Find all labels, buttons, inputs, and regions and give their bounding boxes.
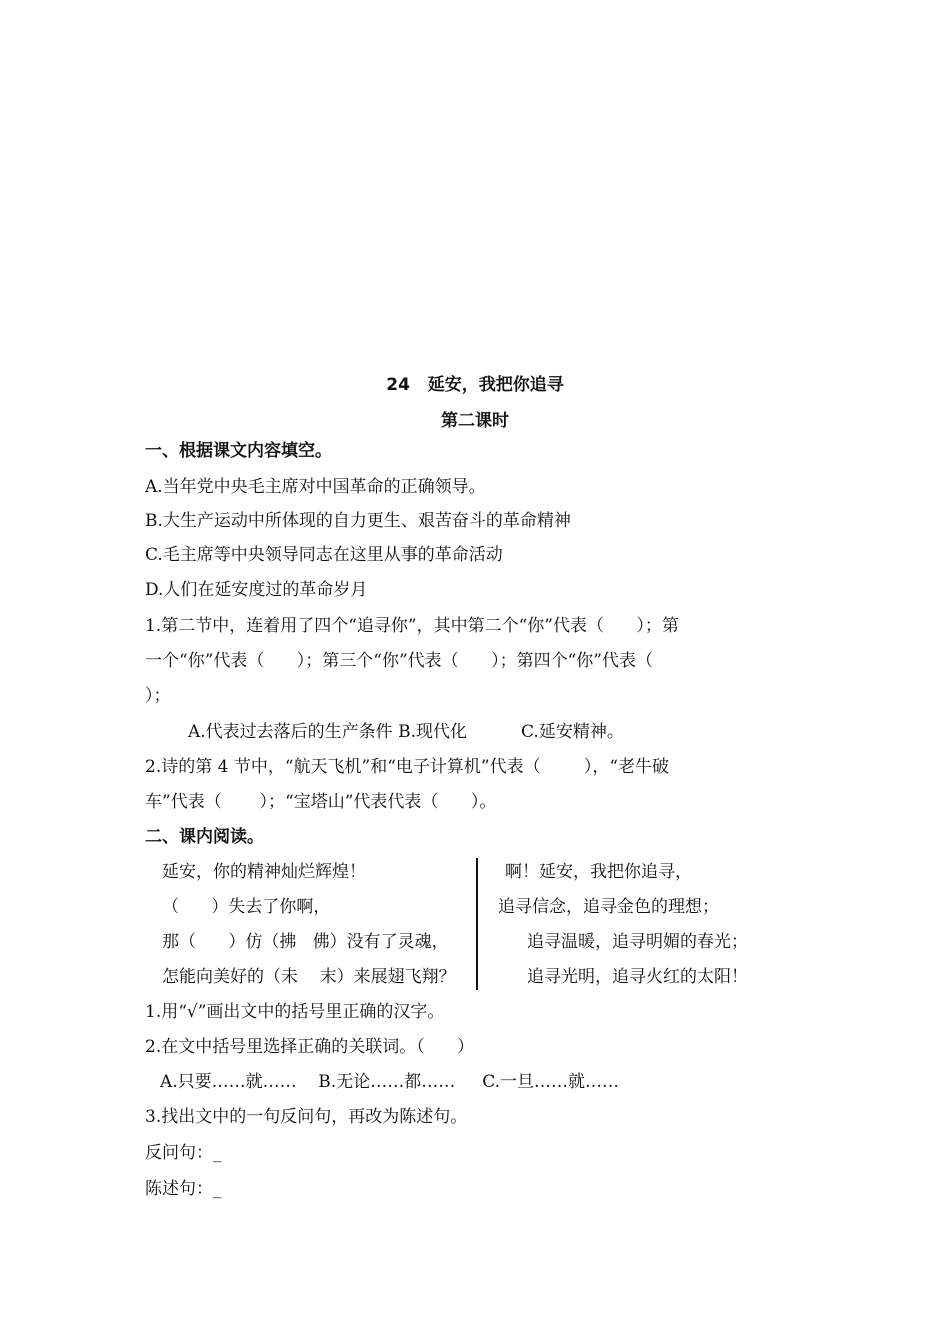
- poem-left-line: （ ）失去了你啊，: [162, 897, 331, 917]
- poem-left-line: 那（ ）仿（拂 佛）没有了灵魂，: [162, 932, 449, 952]
- section2-heading: 二、课内阅读。: [145, 827, 264, 847]
- option-b: B.大生产运动中所体现的自力更生、艰苦奋斗的革命精神: [145, 511, 571, 531]
- poem-divider: [476, 858, 478, 990]
- reading-question1: 1.用“√”画出文中的括号里正确的汉字。: [145, 1002, 445, 1022]
- poem-right-line: 啊！延安，我把你追寻，: [505, 862, 692, 882]
- section1-heading: 一、根据课文内容填空。: [145, 441, 332, 461]
- page-subtitle: 第二课时: [441, 411, 509, 431]
- reading-question2-choices: A.只要……就…… B.无论……都…… C.一旦……就……: [160, 1072, 620, 1092]
- poem-right-line: 追寻信念，追寻金色的理想；: [498, 897, 719, 917]
- rhetorical-answer: 反问句：_: [145, 1143, 222, 1163]
- question1-line1: 1.第二节中，连着用了四个“追寻你”，其中第二个“你”代表（ ）；第: [145, 616, 679, 636]
- question1-line2: 一个“你”代表（ ）；第三个“你”代表（ ）；第四个“你”代表（: [145, 651, 653, 671]
- option-d: D.人们在延安度过的革命岁月: [145, 580, 368, 600]
- reading-question2: 2.在文中括号里选择正确的关联词。（ ）: [145, 1037, 475, 1057]
- poem-right-line: 追寻温暖，追寻明媚的春光；: [527, 932, 748, 952]
- question1-line3: ）；: [145, 686, 171, 706]
- page-title: 24 延安，我把你追寻: [386, 375, 564, 395]
- declarative-answer: 陈述句：_: [145, 1179, 222, 1199]
- option-a: A.当年党中央毛主席对中国革命的正确领导。: [145, 477, 486, 497]
- poem-right-line: 追寻光明，追寻火红的太阳！: [527, 967, 748, 987]
- question2-line1: 2.诗的第 4 节中，“航天飞机”和“电子计算机”代表（ ），“老牛破: [145, 757, 670, 777]
- question2-line2: 车”代表（ ）；“宝塔山”代表代表（ ）。: [145, 792, 497, 812]
- option-c: C.毛主席等中央领导同志在这里从事的革命活动: [145, 545, 503, 565]
- poem-left-line: 怎能向美好的（未 末）来展翅飞翔？: [162, 967, 456, 987]
- question1-choices: A.代表过去落后的生产条件 B.现代化 C.延安精神。: [188, 722, 624, 742]
- poem-left-line: 延安，你的精神灿烂辉煌！: [162, 862, 366, 882]
- reading-question3: 3.找出文中的一句反问句，再改为陈述句。: [145, 1107, 468, 1127]
